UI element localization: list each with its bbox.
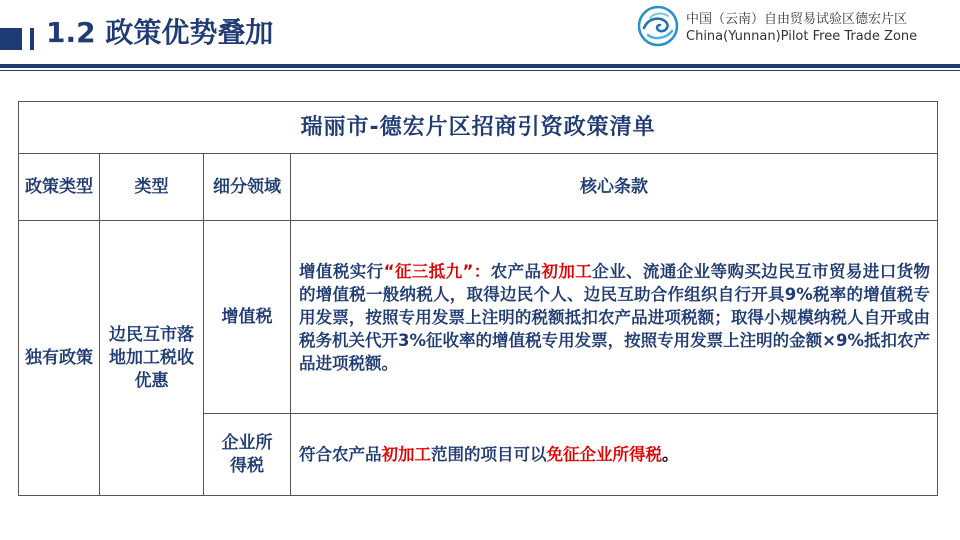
clause-highlight: 初加工	[381, 445, 431, 464]
header-sub-field: 细分领域	[204, 154, 291, 221]
clause-text: 范围的项目可以	[431, 445, 547, 464]
header-divider-thin	[0, 70, 960, 71]
cell-sub-field: 企业所得税	[204, 414, 291, 496]
table-title: 瑞丽市-德宏片区招商引资政策清单	[19, 102, 938, 154]
page-title: 1.2 政策优势叠加	[46, 16, 274, 49]
logo-english-text: China(Yunnan)Pilot Free Trade Zone	[686, 29, 918, 44]
header-bar-mark	[30, 28, 34, 50]
swirl-cloud-logo-icon	[636, 4, 680, 48]
logo-chinese-text: 中国（云南）自由贸易试验区德宏片区	[686, 12, 908, 27]
clause-highlight: 初加工	[541, 261, 593, 281]
table-title-row	[19, 102, 938, 154]
clause-text: 符合农产品	[299, 445, 382, 464]
clause-text: 农产品	[490, 261, 542, 281]
cell-core-clause	[291, 414, 938, 496]
header-type: 类型	[100, 154, 204, 221]
table-header-row	[19, 154, 938, 221]
cell-policy-category: 独有政策	[19, 221, 100, 496]
header-policy-category: 政策类型	[19, 154, 100, 221]
policy-table	[18, 101, 938, 496]
cell-sub-field: 增值税	[204, 221, 291, 414]
clause-highlight: “征三抵九”：	[383, 261, 491, 281]
cell-core-clause	[291, 221, 938, 414]
clause-highlight: 免征企业所得税	[546, 445, 662, 464]
cell-type: 边民互市落地加工税收优惠	[100, 221, 204, 496]
header-divider-thick	[0, 64, 960, 68]
clause-text: 。	[662, 445, 679, 464]
header-core-clause: 核心条款	[291, 154, 938, 221]
table-row	[19, 221, 938, 414]
clause-text: 增值税实行	[299, 261, 384, 281]
header-square-mark	[0, 28, 22, 50]
clause-text: 企业、流通企业等购买边民互市贸易进口货物的增值税一般纳税人，取得边民个人、边民互助合作组织自行开具9%税率的增值税专用发票，按照专用发票上注明的税额抵扣农产品进项税额；取得小规模纳税人自开或由税务机关代开3%征收率的增值税专用发票，按照专用发票上注明的金额×9%抵扣农产品进项税额。	[299, 261, 931, 373]
